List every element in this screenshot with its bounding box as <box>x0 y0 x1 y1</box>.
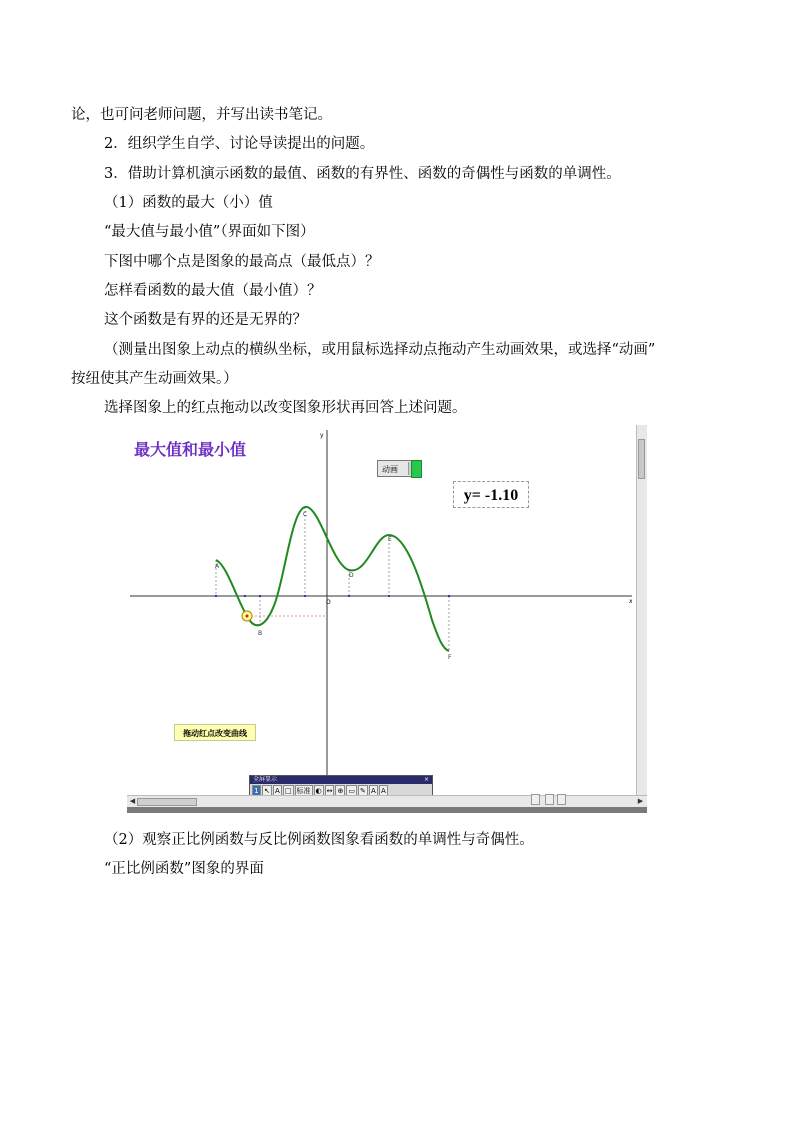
paragraph-6: 下图中哪个点是图象的最高点（最低点）？ <box>104 254 380 270</box>
scroll-left-icon[interactable]: ◀ <box>129 797 136 805</box>
animate-button-label: 动画 <box>382 465 398 474</box>
toolbar-button-12[interactable]: A <box>379 785 388 797</box>
function-curve[interactable] <box>216 507 449 651</box>
paragraph-4: （1）函数的最大（小）值 <box>104 195 273 211</box>
projection-lines <box>216 507 449 651</box>
toolbar-button-8[interactable]: ⊕ <box>337 787 344 795</box>
scroll-right-icon[interactable]: ▶ <box>637 797 644 805</box>
paragraph-13: “正比例函数”图象的界面 <box>104 861 264 877</box>
point-label-c: C <box>303 511 308 518</box>
help-icon[interactable] <box>545 794 554 805</box>
toolbar-title: 全屏显示 <box>253 776 278 783</box>
y-axis-label: y <box>320 432 324 439</box>
app-title: 最大值和最小值 <box>134 440 247 459</box>
vertical-scroll-thumb[interactable] <box>638 439 645 479</box>
toolbar-button-3[interactable]: A <box>273 785 282 797</box>
point-label-e: E <box>388 536 392 543</box>
vertical-scrollbar[interactable] <box>636 425 647 795</box>
drag-hint-button[interactable]: 拖动红点改变曲线 <box>174 724 256 741</box>
origin-label: O <box>326 599 331 606</box>
toolbar-button-1[interactable]: 1 <box>252 785 261 797</box>
paragraph-2: 2．组织学生自学、讨论导读提出的问题。 <box>104 136 375 152</box>
toolbar-button-4[interactable]: □ <box>284 787 292 795</box>
paragraph-12: （2）观察正比例函数与反比例函数图象看函数的单调性与奇偶性。 <box>104 832 534 848</box>
horizontal-scroll-thumb[interactable] <box>137 798 197 806</box>
point-label-d: D <box>349 572 354 579</box>
view-icon[interactable] <box>531 794 540 805</box>
toolbar-titlebar <box>250 776 432 784</box>
toolbar-button-11[interactable]: A <box>369 785 378 797</box>
window-bottom-border <box>127 807 647 813</box>
toolbar-button-10[interactable]: ✎ <box>359 787 366 795</box>
animate-toggle[interactable] <box>411 460 422 478</box>
toolbar-button-9[interactable]: ▭ <box>348 787 355 795</box>
geometry-app-screenshot <box>127 425 647 813</box>
paragraph-3: 3．借助计算机演示函数的最值、函数的有界性、函数的奇偶性与函数的单调性。 <box>104 166 621 182</box>
paragraph-9: （测量出图象上动点的横纵坐标，或用鼠标选择动点拖动产生动画效果，或选择“动画” <box>104 342 656 358</box>
paragraph-11: 选择图象上的红点拖动以改变图象形状再回答上述问题。 <box>104 400 467 416</box>
toolbar-button-6[interactable]: ◐ <box>315 787 322 795</box>
paragraph-7: 怎样看函数的最大值（最小值）？ <box>104 283 322 299</box>
x-axis-label: x <box>629 598 633 605</box>
paragraph-1: 论，也可问老师问题，并写出读书笔记。 <box>71 107 332 123</box>
toolbar-close-icon[interactable]: × <box>423 776 429 783</box>
spinner-icon[interactable] <box>557 794 566 805</box>
toolbar-button-7[interactable]: ↔ <box>326 787 333 795</box>
paragraph-8: 这个函数是有界的还是无界的？ <box>104 312 307 328</box>
point-label-f: F <box>448 654 452 661</box>
paragraph-10: 按纽使其产生动画效果。） <box>71 371 238 387</box>
toolbar-button-5[interactable]: 标准 <box>296 787 311 795</box>
y-readout: y= -1.10 <box>453 481 529 508</box>
point-label-a: A <box>215 563 220 570</box>
point-label-b: B <box>258 630 263 637</box>
paragraph-5: “最大值与最小值”（界面如下图） <box>104 224 315 240</box>
drag-point[interactable] <box>246 615 249 618</box>
toolbar-button-2[interactable]: ↖ <box>264 787 270 795</box>
